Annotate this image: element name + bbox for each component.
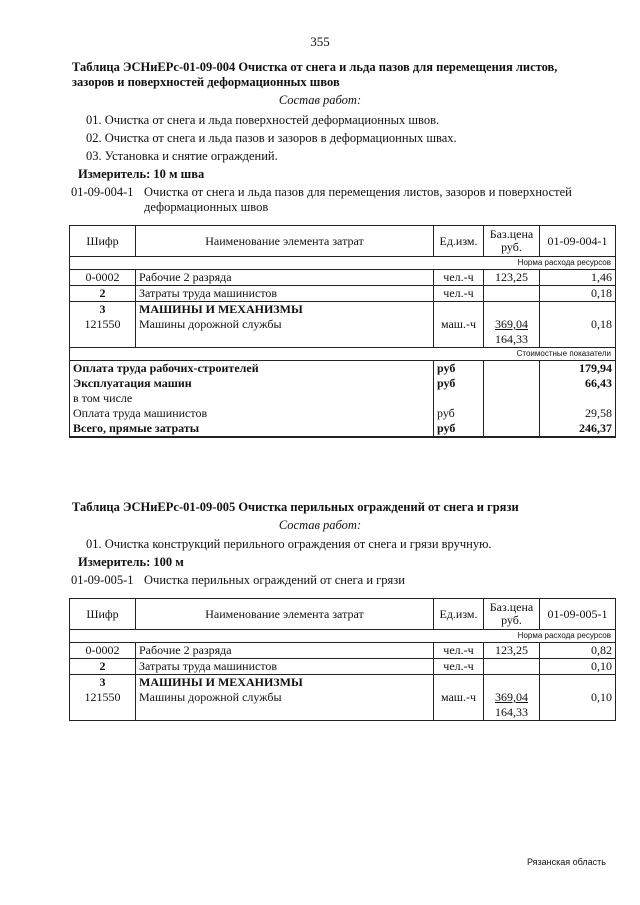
cell-shifr: 0-0002 (70, 270, 136, 286)
table2-measure: Измеритель: 100 м (78, 555, 184, 569)
cost-name: Оплата труда машинистов (70, 406, 434, 421)
cost-row (70, 391, 616, 406)
cell-group-name: МАШИНЫ И МЕХАНИЗМЫ (136, 675, 434, 691)
cost-value: 246,37 (540, 421, 616, 437)
footer-region: Рязанская область (526, 857, 606, 867)
table1-code-desc-1: Очистка от снега и льда пазов для перемещения листов, зазоров и поверхностей (144, 185, 572, 199)
cell-name: Затраты труда машинистов (136, 659, 434, 675)
header-price (484, 599, 540, 630)
price-line2: 164,33 (495, 332, 528, 346)
table1-resource-table (69, 225, 616, 438)
cost-value: 179,94 (540, 361, 616, 377)
header-name: Наименование элемента затрат (136, 599, 434, 630)
table1-work-3: 03. Установка и снятие ограждений. (86, 149, 278, 163)
cell-unit: чел.-ч (434, 659, 484, 675)
band-norma-label: Норма расхода ресурсов (70, 630, 616, 643)
table1-measure: Измеритель: 10 м шва (78, 167, 205, 181)
table2-work-1: 01. Очистка конструкций перильного ограждения от снега и грязи вручную. (86, 537, 492, 551)
cost-row (70, 376, 616, 391)
table2-sostav: Состав работ: (278, 518, 362, 532)
cell-price: 123,25 (484, 270, 540, 286)
cost-value: 66,43 (540, 376, 616, 391)
header-price-line1: Баз.цена (489, 227, 534, 241)
cost-name: Всего, прямые затраты (70, 421, 434, 437)
header-shifr: Шифр (70, 226, 136, 257)
table-row (70, 659, 616, 675)
cell-name: Рабочие 2 разряда (136, 643, 434, 659)
page-number: 355 (310, 34, 330, 49)
table2-resource-table (69, 598, 616, 721)
cell-price: 123,25 (484, 643, 540, 659)
table-row (70, 270, 616, 286)
cost-row (70, 361, 616, 377)
header-price (484, 226, 540, 257)
price-line2: 164,33 (495, 705, 528, 719)
cell-unit: чел.-ч (434, 286, 484, 302)
cell-price (484, 659, 540, 675)
header-code-col: 01-09-005-1 (540, 599, 616, 630)
cost-unit: руб (434, 361, 484, 377)
table-row (70, 317, 616, 348)
header-shifr: Шифр (70, 599, 136, 630)
header-price-line2: руб. (501, 240, 522, 254)
header-name: Наименование элемента затрат (136, 226, 434, 257)
cost-unit (434, 391, 484, 406)
cost-unit: руб (434, 421, 484, 437)
header-unit: Ед.изм. (434, 226, 484, 257)
band-norma-label: Норма расхода ресурсов (70, 257, 616, 270)
cost-unit: руб (434, 406, 484, 421)
cell-unit: маш.-ч (434, 690, 484, 721)
header-price-line1: Баз.цена (489, 600, 534, 614)
cell-price (484, 317, 540, 348)
table1-title: Таблица ЭСНиЕРс-01-09-004 Очистка от снега и льда пазов для перемещения листов, зазоров и поверхностей деформационных швов (72, 60, 558, 89)
header-unit: Ед.изм. (434, 599, 484, 630)
cell-shifr: 0-0002 (70, 643, 136, 659)
cell-shifr-group: 3 (70, 302, 136, 318)
table1-band-cost (70, 348, 616, 361)
table2-title: Таблица ЭСНиЕРс-01-09-005 Очистка перильных ограждений от снега и грязи (72, 500, 519, 514)
cost-name: в том числе (70, 391, 434, 406)
table1-code-desc-2: деформационных швов (144, 200, 269, 214)
cell-group-name: МАШИНЫ И МЕХАНИЗМЫ (136, 302, 434, 318)
band-cost-label: Стоимостные показатели (70, 348, 616, 361)
cell-name: Машины дорожной службы (136, 317, 434, 348)
table1-band-norma (70, 257, 616, 270)
price-line1: 369,04 (495, 317, 528, 331)
cell-value: 0,18 (540, 317, 616, 348)
table2-band-norma (70, 630, 616, 643)
table-row (70, 643, 616, 659)
header-code-col: 01-09-004-1 (540, 226, 616, 257)
header-price-line2: руб. (501, 613, 522, 627)
table1-work-2: 02. Очистка от снега и льда пазов и зазоров в деформационных швах. (86, 131, 457, 145)
cell-shifr: 2 (70, 659, 136, 675)
table1-sostav: Состав работ: (278, 93, 362, 107)
cell-value: 0,82 (540, 643, 616, 659)
price-line1: 369,04 (495, 690, 528, 704)
cost-value: 29,58 (540, 406, 616, 421)
cost-row (70, 421, 616, 437)
cell-shifr: 121550 (70, 317, 136, 348)
cost-row (70, 406, 616, 421)
cell-value: 1,46 (540, 270, 616, 286)
cell-name: Машины дорожной службы (136, 690, 434, 721)
cell-value: 0,18 (540, 286, 616, 302)
table-row (70, 690, 616, 721)
table1-code: 01-09-004-1 (71, 185, 134, 199)
cost-value (540, 391, 616, 406)
table1-work-1: 01. Очистка от снега и льда поверхностей деформационных швов. (86, 113, 440, 127)
cell-price (484, 286, 540, 302)
table-row (70, 286, 616, 302)
cell-value: 0,10 (540, 690, 616, 721)
table2-code: 01-09-005-1 (71, 573, 134, 587)
cell-unit: чел.-ч (434, 270, 484, 286)
table-row (70, 675, 616, 691)
cell-unit: чел.-ч (434, 643, 484, 659)
table1-header-row (70, 226, 616, 257)
cell-shifr-group: 3 (70, 675, 136, 691)
cell-value: 0,10 (540, 659, 616, 675)
cell-name: Затраты труда машинистов (136, 286, 434, 302)
table2-header-row (70, 599, 616, 630)
cell-shifr: 121550 (70, 690, 136, 721)
cell-price (484, 690, 540, 721)
cell-shifr: 2 (70, 286, 136, 302)
cost-name: Эксплуатация машин (70, 376, 434, 391)
cell-name: Рабочие 2 разряда (136, 270, 434, 286)
cost-unit: руб (434, 376, 484, 391)
cost-name: Оплата труда рабочих-строителей (70, 361, 434, 377)
table-row (70, 302, 616, 318)
cell-unit: маш.-ч (434, 317, 484, 348)
table2-code-desc-1: Очистка перильных ограждений от снега и грязи (144, 573, 405, 587)
